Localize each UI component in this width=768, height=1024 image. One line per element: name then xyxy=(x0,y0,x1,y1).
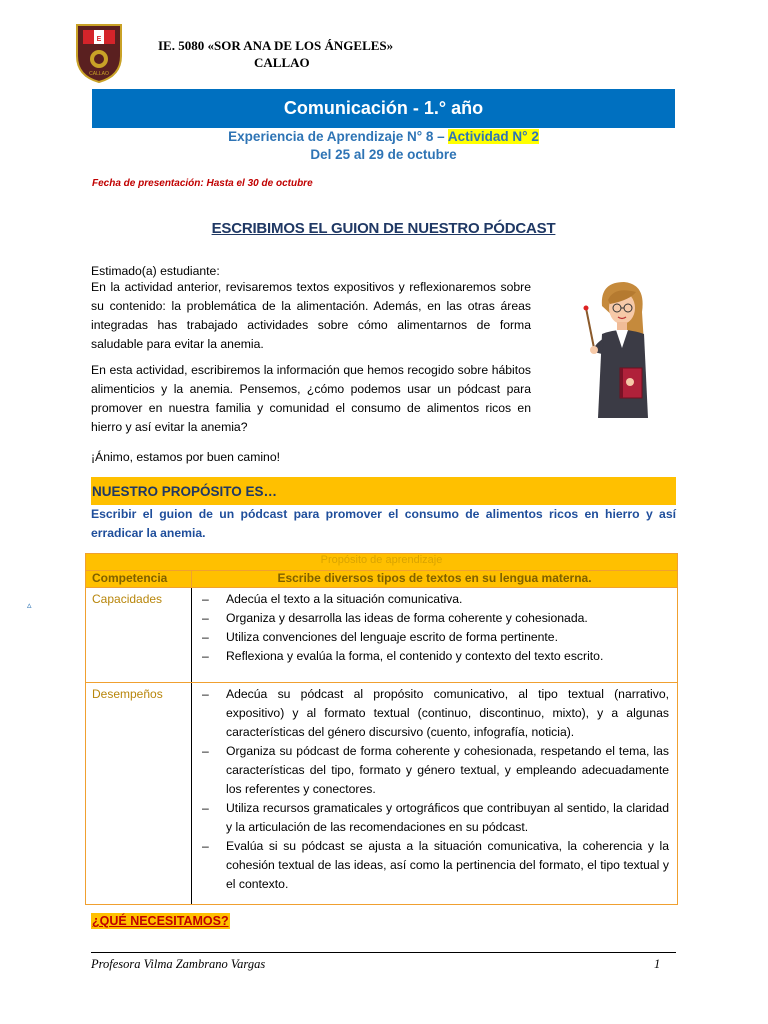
course-title-bar: Comunicación - 1.° año xyxy=(92,89,675,128)
list-item: – Adecúa su pódcast al propósito comunicativo, al tipo textual (narrativo, expositivo) y al formato textual (continuo, discontinuo, mixto), y a algunas características del género discursivo (cuento, infografía, noticia). xyxy=(202,685,669,742)
capacidades-row xyxy=(86,588,678,683)
capacidades-cell xyxy=(192,588,678,683)
table-header: Propósito de aprendizaje xyxy=(86,554,678,571)
intro-paragraph-1: En la actividad anterior, revisaremos textos expositivos y reflexionaremos sobre su contenido: la problemática de la alimentación. Además, en las otras áreas integradas has trabajado actividades sobre cómo alimentarnos de forma saludable para evitar la anemia. xyxy=(91,280,531,351)
teacher-illustration xyxy=(580,278,660,423)
desempenos-label: Desempeños xyxy=(86,683,192,905)
activity-label: Actividad N° 2 xyxy=(447,129,539,144)
svg-text:CALLAO: CALLAO xyxy=(89,71,109,77)
purpose-heading-label: NUESTRO PROPÓSITO ES… xyxy=(92,483,278,499)
desempenos-list xyxy=(192,683,677,898)
footer-teacher-name: Profesora Vilma Zambrano Vargas xyxy=(91,957,266,971)
activity-title: ESCRIBIMOS EL GUION DE NUESTRO PÓDCAST xyxy=(211,220,556,237)
page-number: 1 xyxy=(654,957,661,971)
intro-paragraph-2: En esta actividad, escribiremos la información que hemos recogido sobre hábitos alimenticios y la anemia. Pensemos, ¿cómo podemos usar un pódcast para promover en nuestra familia y comunidad el consumo de alimentos ricos en hierro y así evitar la anemia? xyxy=(91,363,531,434)
capacidades-list xyxy=(192,588,677,670)
school-city: CALLAO xyxy=(254,55,310,70)
table-header-row xyxy=(86,554,678,571)
svg-text:E: E xyxy=(96,36,102,43)
submission-date: Fecha de presentación: Hasta el 30 de octubre xyxy=(92,178,313,189)
desempenos-row xyxy=(86,683,678,905)
list-item: – Adecúa el texto a la situación comunicativa. xyxy=(202,590,669,609)
learning-purpose-table xyxy=(85,553,678,905)
needs-heading xyxy=(91,913,230,929)
experience-prefix: Experiencia de Aprendizaje N° 8 – xyxy=(228,129,448,144)
competencia-row xyxy=(86,571,678,588)
list-item: – Organiza su pódcast de forma coherente y cohesionada, respetando el tema, las características del tipo, formato y género textual, y empleando adecuadamente los referentes y conectores. xyxy=(202,742,669,799)
intro-paragraph-3: ¡Ánimo, estamos por buen camino! xyxy=(91,450,280,464)
list-item: – Utiliza convenciones del lenguaje escrito de forma pertinente. xyxy=(202,628,669,647)
experience-line xyxy=(92,128,675,146)
list-item: – Organiza y desarrolla las ideas de forma coherente y cohesionada. xyxy=(202,609,669,628)
list-item: – Utiliza recursos gramaticales y ortográficos que contribuyan al sentido, la claridad y la articulación de las recomendaciones en su pódcast. xyxy=(202,799,669,837)
purpose-text: Escribir el guion de un pódcast para promover el consumo de alimentos ricos en hierro y así erradicar la anemia. xyxy=(91,507,676,540)
date-range: Del 25 al 29 de octubre xyxy=(310,147,457,162)
list-item: – Evalúa si su pódcast se ajusta a la situación comunicativa, la coherencia y la cohesión textual de las ideas, así como la pertinencia del formato, el tipo textual y el contexto. xyxy=(202,837,669,894)
margin-marker-icon: ▵ xyxy=(27,600,32,610)
desempenos-cell xyxy=(192,683,678,905)
school-name: IE. 5080 «SOR ANA DE LOS ÁNGELES» xyxy=(158,38,394,53)
purpose-heading xyxy=(91,477,676,505)
footer-divider xyxy=(91,952,676,953)
list-item: – Reflexiona y evalúa la forma, el contenido y contexto del texto escrito. xyxy=(202,647,669,666)
capacidades-label: Capacidades xyxy=(86,588,192,683)
school-logo xyxy=(74,22,124,84)
greeting: Estimado(a) estudiante: xyxy=(91,264,220,278)
competencia-value: Escribe diversos tipos de textos en su lengua materna. xyxy=(192,571,678,588)
competencia-label: Competencia xyxy=(86,571,192,588)
needs-heading-label: ¿QUÉ NECESITAMOS? xyxy=(92,914,229,928)
